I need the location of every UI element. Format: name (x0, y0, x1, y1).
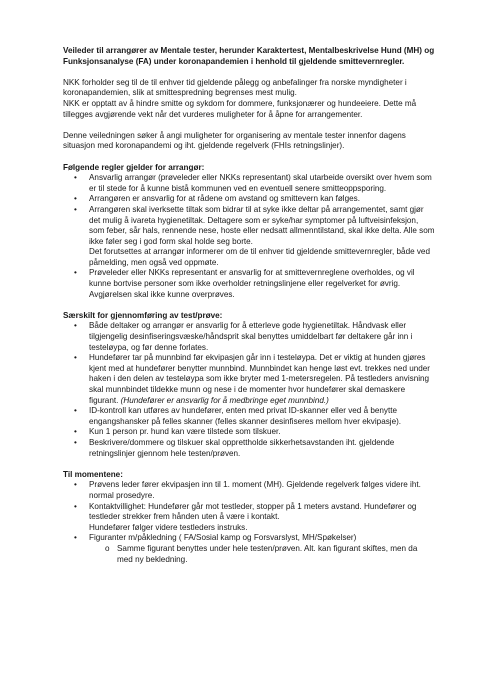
bullet-icon: • (74, 427, 77, 437)
document-title: Veileder til arrangører av Mentale tester, herunder Karaktertest, Mentalbeskrivelse Hund (MH) og Funksjonsanalyse (FA) under koronapandemien i henhold til gjeldende smittevernregler. (63, 46, 435, 66)
list-item: • Figuranter m/påkledning ( FA/Sosial kamp og Forsvarslyst, MH/Spøkelser) (74, 533, 357, 543)
section-heading-arrangor: Følgende regler gjelder for arrangør: (63, 162, 205, 172)
list-item: • Ansvarlig arrangør (prøveleder eller NKKs representant) skal utarbeide oversikt over hvem som er til stede for å kunne bistå kommunen ved en eventuell senere smitteoppsporing. (74, 173, 432, 193)
list-item: • Hundefører tar på munnbind før ekvipasjen går inn i testeløypa. Det er viktig at hunden gjøres kjent med at hundefører benytter munnbind. Munnbindet kan henge løst evt. trekkes ned under haken i den delen av testeløypa som ikke bryter med 1-metersregelen. På testleders anvisning skal munnbindet tildekke munn og nese i de momenter hvor hundefører skal demaskere figurant. (Hundefører er ansvarlig for å medbringe eget munnbind.) (74, 353, 431, 405)
list-item: • Arrangøren skal iverksette tiltak som bidrar til at syke ikke deltar på arrangementet, samt gjør det mulig å ivareta hygienetiltak. Deltagere som er syke/har symptomer på luftveisinfeksjon, som feber, sår hals, rennende nese, hoste eller nedsatt allmenntilstand, skal ikke delta. Alle som ikke føler seg i god form skal holde seg borte. (74, 204, 435, 246)
bullet-icon: • (74, 533, 77, 543)
list-item: • Arrangøren er ansvarlig for at rådene om avstand og smittevern kan følges. (74, 194, 360, 204)
italic-note: (Hundefører er ansvarlig for å medbringe eget munnbind.) (120, 395, 329, 405)
arrangor-rules-list (63, 173, 435, 300)
document-body (63, 46, 435, 565)
bullet-icon: • (74, 321, 77, 331)
bullet-icon: • (74, 173, 77, 183)
circle-bullet-icon: o (105, 543, 110, 553)
list-item: • ID-kontroll kan utføres av hundefører, enten med privat ID-skanner eller ved å benytte engangshansker på felles skanner (felles skanner desinfiseres mellom hver ekvipasje). (74, 406, 402, 426)
list-item: • Prøveleder eller NKKs representant er ansvarlig for at smittevernreglene overholdes, og vil kunne bortvise personer som ikke overholder retningslinjene eller regelverket for øvrig. Avgjørelsen skal ikke kunne overprøves. (74, 268, 415, 299)
list-item: • Kontaktvillighet: Hundefører går mot testleder, stopper på 1 meters avstand. Hundefører og testleder strekker frem hånden uten å være i kontakt. (74, 501, 417, 522)
list-item: • Både deltaker og arrangør er ansvarlig for å etterleve gode hygienetiltak. Håndvask eller tilgjengelig desinfiseringsvæske/håndsprit skal benyttes umiddelbart før deltakere går inn i testeløypa, og før denne forlates. (74, 321, 413, 352)
bullet-icon: • (74, 501, 77, 511)
bullet-icon: • (74, 194, 77, 204)
list-item: • Beskrivere/dommere og tilskuer skal opprettholde sikkerhetsavstanden iht. gjeldende retningslinjer gjennom hele testen/prøven. (74, 437, 395, 458)
bullet-icon: • (74, 204, 77, 214)
list-item: • Prøvens leder fører ekvipasjen inn til 1. moment (MH). Gjeldende regelverk følges videre iht. normal prosedyre. (74, 480, 421, 500)
list-item-continuation: Hundefører følger videre testleders instruks. (89, 522, 248, 532)
momentene-list (63, 480, 435, 565)
bullet-icon: • (74, 480, 77, 490)
intro-paragraph-1: NKK forholder seg til de til enhver tid gjeldende pålegg og anbefalinger fra norske myndigheter i koronapandemien, slik at smittespredning begrenses mest mulig. (63, 77, 407, 98)
purpose-paragraph: Denne veiledningen søker å angi muligheter for organisering av mentale tester innenfor dagens situasjon med koronapandemi og iht. gjeldende regelverk (FHIs retningslinjer). (63, 130, 406, 151)
list-item-continuation: Det forutsettes at arrangør informerer om de til enhver tid gjeldende smittevernregler, både ved påmelding, men også ved oppmøte. (89, 247, 430, 267)
sub-list-item: o Samme figurant benyttes under hele testen/prøven. Alt. kan figurant skiftes, men da med ny bekledning. (105, 543, 418, 564)
section-heading-momentene: Til momentene: (63, 469, 123, 479)
bullet-icon: • (74, 437, 77, 447)
bullet-icon: • (74, 353, 77, 363)
bullet-icon: • (74, 406, 77, 416)
gjennomforing-list (63, 321, 435, 459)
intro-paragraph-2: NKK er opptatt av å hindre smitte og sykdom for dommere, funksjonærer og hundeeiere. Dette må tillegges avgjørende vekt når det vurderes muligheter for å åpne for arrangementer. (63, 98, 417, 119)
list-item: • Kun 1 person pr. hund kan være tilstede som tilskuer. (74, 427, 281, 437)
section-heading-gjennomforing: Særskilt for gjennomføring av test/prøve: (63, 310, 223, 320)
bullet-icon: • (74, 268, 77, 278)
